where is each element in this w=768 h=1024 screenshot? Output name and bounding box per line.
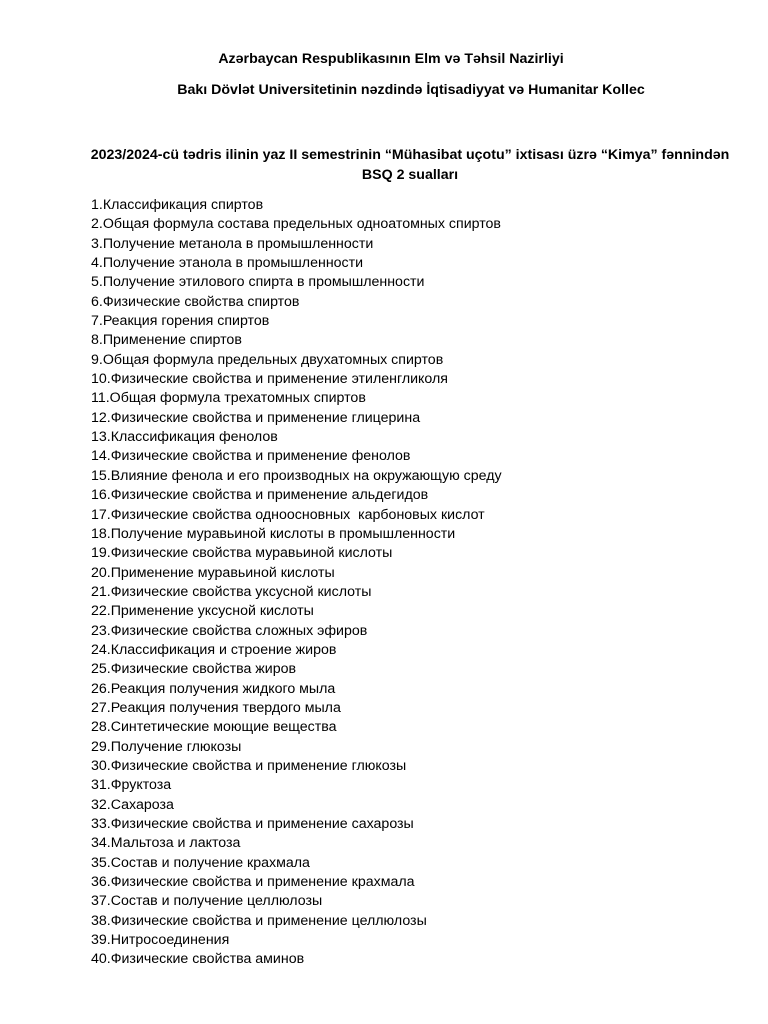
- question-item: 24.Классификация и строение жиров: [91, 641, 337, 658]
- question-item: 32.Сахароза: [91, 796, 174, 813]
- question-item: 20.Применение муравьиной кислоты: [91, 564, 335, 581]
- question-item: 4.Получение этанола в промышленности: [91, 255, 364, 272]
- question-item: 3.Получение метанола в промышленности: [91, 235, 374, 252]
- question-item: 40.Физические свойства аминов: [91, 951, 305, 968]
- question-item: 31.Фруктоза: [91, 777, 172, 794]
- question-item: 39.Нитросоединения: [91, 932, 230, 949]
- question-item: 22.Применение уксусной кислоты: [91, 603, 314, 620]
- question-item: 7.Реакция горения спиртов: [91, 313, 270, 330]
- question-item: 1.Классификация спиртов: [91, 197, 264, 213]
- question-item: 34.Мальтоза и лактоза: [91, 835, 241, 852]
- college-heading: Bakı Dövlət Universitetinin nəzdində İqtisadiyyat və Humanitar Kollec: [177, 82, 645, 98]
- question-item: 19.Физические свойства муравьиной кислоты: [91, 545, 393, 562]
- question-item: 13.Классификация фенолов: [91, 429, 278, 446]
- question-item: 15.Влияние фенола и его производных на окружающую среду: [91, 467, 502, 484]
- question-item: 2.Общая формула состава предельных одноатомных спиртов: [91, 216, 501, 233]
- question-item: 27.Реакция получения твердого мыла: [91, 699, 341, 716]
- question-list: [91, 196, 502, 970]
- question-item: 29.Получение глюкозы: [91, 738, 242, 755]
- question-item: 5.Получение этилового спирта в промышленности: [91, 274, 425, 291]
- question-item: 36.Физические свойства и применение крахмала: [91, 874, 415, 891]
- question-item: 30.Физические свойства и применение глюкозы: [91, 757, 407, 774]
- question-item: 9.Общая формула предельных двухатомных спиртов: [91, 351, 444, 368]
- question-item: 26.Реакция получения жидкого мыла: [91, 680, 336, 697]
- question-item: 23.Физические свойства сложных эфиров: [91, 622, 368, 639]
- question-item: 8.Применение спиртов: [91, 332, 242, 349]
- question-item: 35.Состав и получение крахмала: [91, 854, 310, 871]
- question-item: 38.Физические свойства и применение целлюлозы: [91, 912, 427, 929]
- question-item: 33.Физические свойства и применение сахарозы: [91, 816, 414, 832]
- question-item: 17.Физические свойства одноосновных карбоновых кислот: [91, 506, 485, 523]
- question-item: 11.Общая формула трехатомных спиртов: [91, 390, 366, 407]
- question-item: 18.Получение муравьиной кислоты в промышленности: [91, 525, 456, 542]
- question-item: 28.Синтетические моющие вещества: [91, 719, 337, 736]
- question-item: 21.Физические свойства уксусной кислоты: [91, 583, 372, 600]
- question-item: 6.Физические свойства спиртов: [91, 293, 300, 310]
- document-title: 2023/2024-cü tədris ilinin yaz II semestrinin “Mühasibat uçotu” ixtisası üzrə “Kimya” fənnindən BSQ 2 sualları: [90, 147, 730, 183]
- question-item: 12.Физические свойства и применение глицерина: [91, 409, 421, 426]
- question-item: 14.Физические свойства и применение фенолов: [91, 448, 411, 465]
- question-item: 37.Состав и получение целлюлозы: [91, 893, 323, 910]
- question-item: 16.Физические свойства и применение альдегидов: [91, 487, 429, 504]
- question-item: 25.Физические свойства жиров: [91, 661, 297, 678]
- question-item: 10.Физические свойства и применение этиленгликоля: [91, 371, 448, 388]
- ministry-heading: Azərbaycan Respublikasının Elm və Təhsil Nazirliyi: [218, 51, 564, 67]
